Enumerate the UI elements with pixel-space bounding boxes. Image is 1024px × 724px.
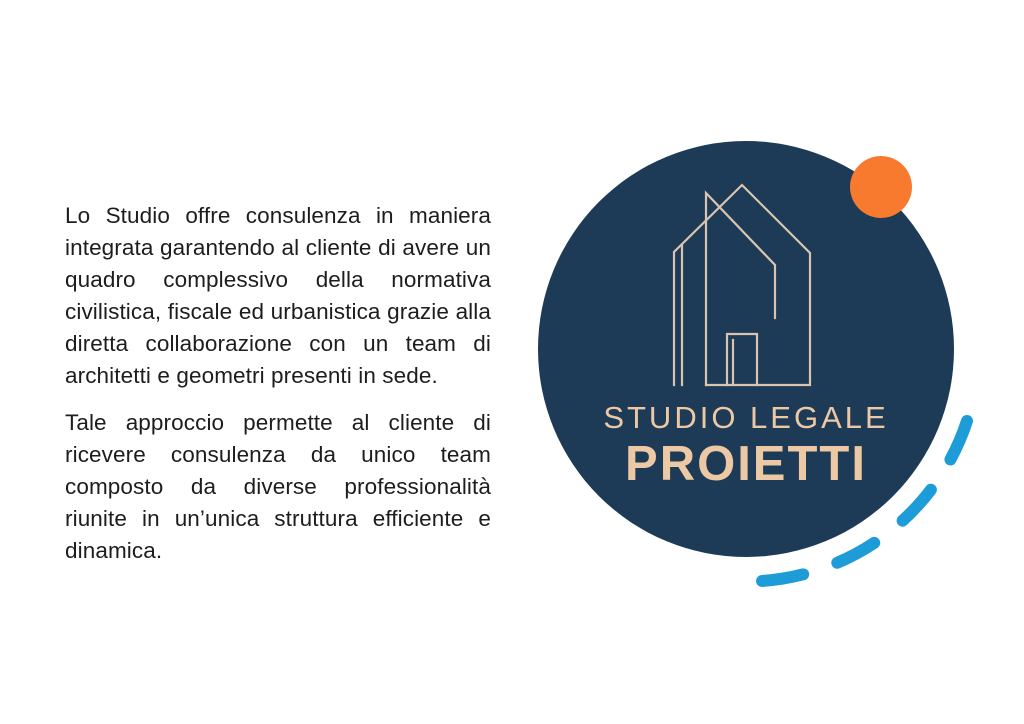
orange-dot-icon bbox=[850, 156, 912, 218]
logo-wordmark-line2: PROIETTI bbox=[625, 437, 867, 491]
intro-paragraph-1: Lo Studio offre consulenza in maniera integrata garantendo al cliente di avere un quadro complessivo della normativa civilistica, fiscale ed urbanistica grazie alla diretta collaborazione con un team di architetti e geometri presenti in sede. bbox=[65, 203, 491, 388]
logo-wordmark-line1: STUDIO LEGALE bbox=[603, 400, 889, 435]
intro-paragraph-2: Tale approccio permette al cliente di ricevere consulenza da unico team composto da diverse professionalità riunite in un’unica struttura efficiente e dinamica. bbox=[65, 410, 491, 563]
